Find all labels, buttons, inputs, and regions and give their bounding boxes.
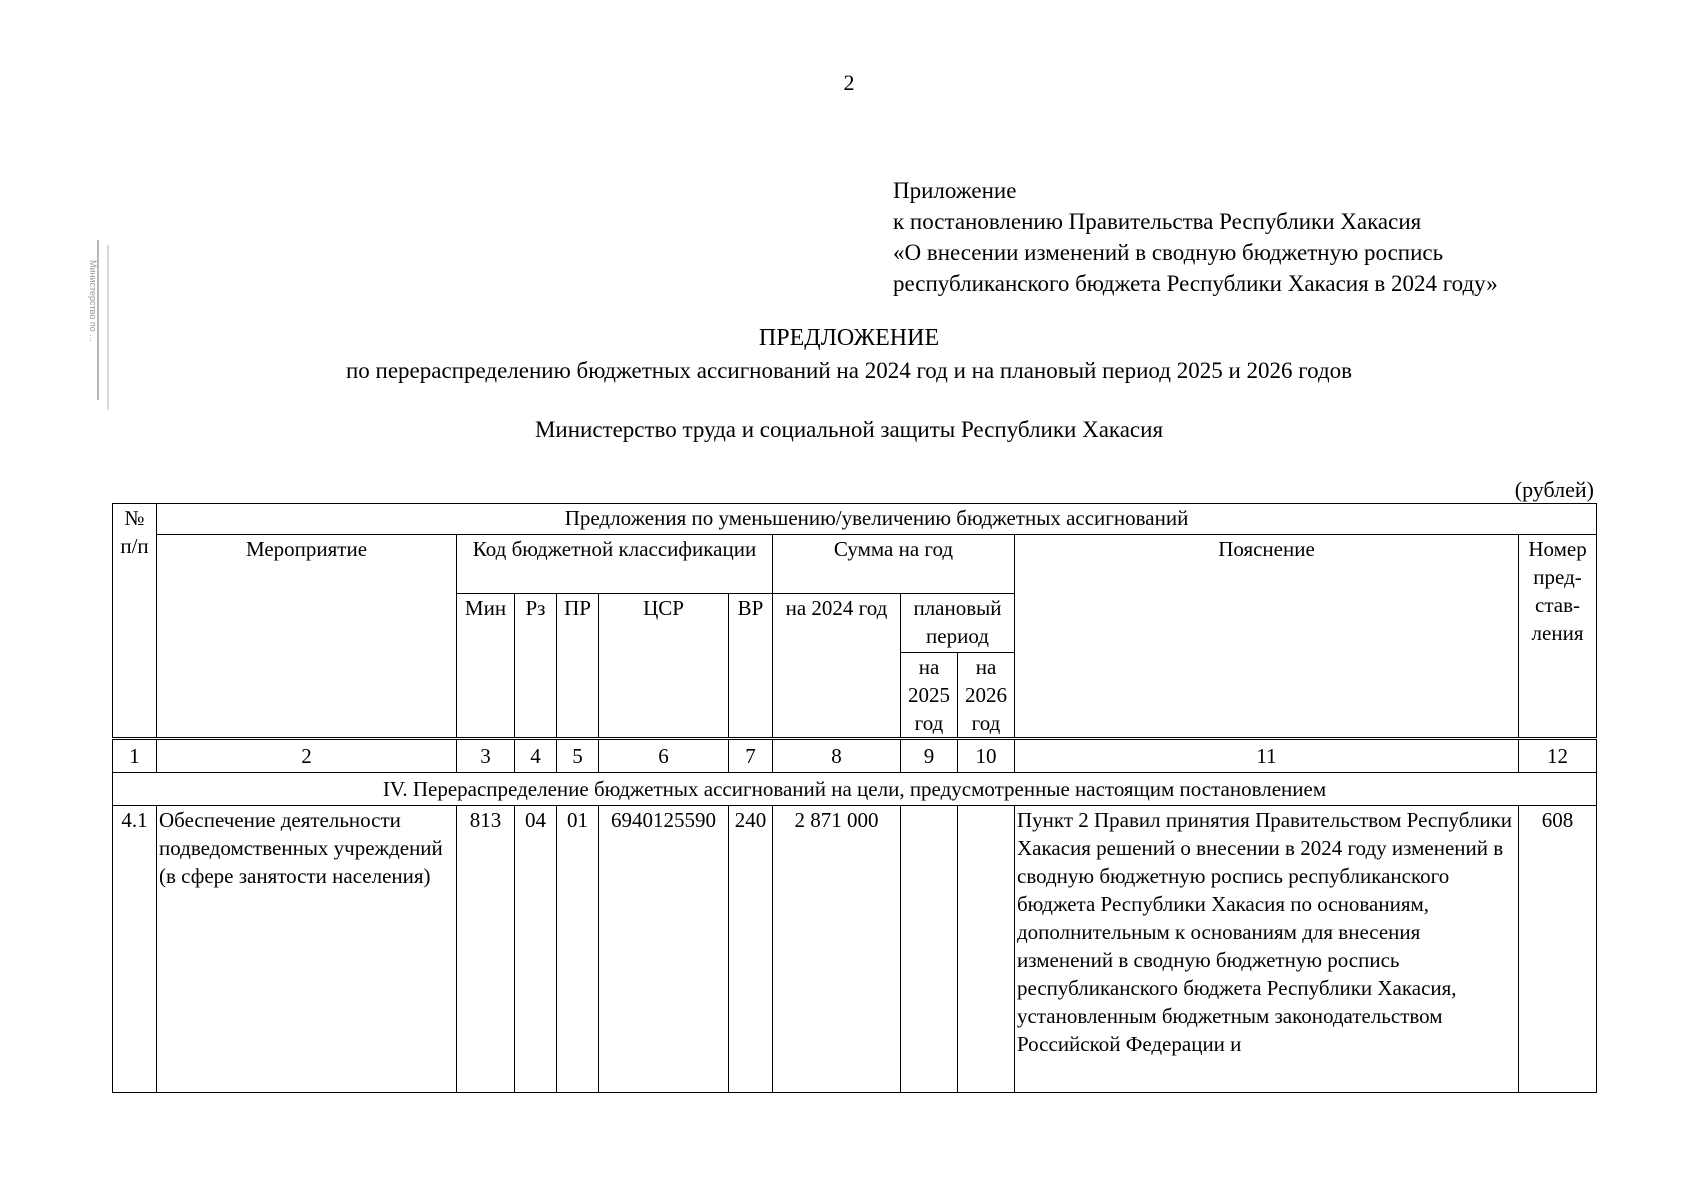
row-2024: 2 871 000 [773, 806, 901, 1093]
header-group: Предложения по уменьшению/увеличению бюджетных ассигнований [157, 504, 1597, 535]
appendix-block [893, 175, 1498, 299]
row-vr: 240 [729, 806, 773, 1093]
header-plan-period: плановый период [901, 594, 1015, 653]
header-csr: ЦСР [599, 594, 729, 739]
header-2024: на 2024 год [773, 594, 901, 739]
appendix-line-1: Приложение [893, 178, 1017, 203]
row-2025 [901, 806, 958, 1093]
col-number: 3 [457, 739, 515, 773]
row-event: Обеспечение деятельности подведомственных учреждений (в сфере занятости населения) [157, 806, 457, 1093]
row-explanation: Пункт 2 Правил принятия Правительством Республики Хакасия решений о внесении в 2024 году изменений в сводную бюджетную роспись республиканского бюджета Республики Хакасия по основаниям, дополнительным к основаниям для внесения изменений в сводную бюджетную роспись республиканского бюджета Республики Хакасия, установленным бюджетным законодательством Российской Федерации и [1015, 806, 1519, 1093]
document-subtitle: по перераспределению бюджетных ассигнований на 2024 год и на плановый период 2025 и 2026 годов [345, 358, 1353, 383]
row-2026 [958, 806, 1015, 1093]
col-number: 5 [557, 739, 599, 773]
page-number: 2 [843, 70, 855, 95]
header-code-group: Код бюджетной классификации [457, 535, 773, 594]
appendix-line-2: к постановлению Правительства Республики Хакасия [893, 209, 1422, 234]
table-row [113, 806, 1597, 1093]
row-pr: 01 [557, 806, 599, 1093]
header-vr: ВР [729, 594, 773, 739]
row-rz: 04 [515, 806, 557, 1093]
document-title: ПРЕДЛОЖЕНИЕ [758, 325, 940, 351]
col-number: 9 [901, 739, 958, 773]
appendix-line-3: «О внесении изменений в сводную бюджетную роспись [893, 240, 1444, 265]
header-min: Мин [457, 594, 515, 739]
header-representation: Номер пред-став-ления [1519, 535, 1597, 739]
header-2026: на 2026 год [958, 653, 1015, 739]
col-number: 4 [515, 739, 557, 773]
appendix-line-4: республиканского бюджета Республики Хакасия в 2024 году» [893, 271, 1498, 296]
row-csr: 6940125590 [599, 806, 729, 1093]
col-number: 1 [113, 739, 157, 773]
col-number: 10 [958, 739, 1015, 773]
stamp-text: Министерство по ... [88, 260, 98, 342]
header-event: Мероприятие [157, 535, 457, 739]
row-min: 813 [457, 806, 515, 1093]
col-number: 6 [599, 739, 729, 773]
budget-table [112, 503, 1597, 1093]
header-rz: Рз [515, 594, 557, 739]
row-representation: 608 [1519, 806, 1597, 1093]
section-heading: IV. Перераспределение бюджетных ассигнований на цели, предусмотренные настоящим постановлением [113, 773, 1597, 806]
ministry-name: Министерство труда и социальной защиты Республики Хакасия [534, 417, 1164, 442]
row-num: 4.1 [113, 806, 157, 1093]
col-number: 7 [729, 739, 773, 773]
units-label: (рублей) [1514, 477, 1594, 502]
col-number: 2 [157, 739, 457, 773]
header-num: № п/п [113, 504, 157, 739]
header-pr: ПР [557, 594, 599, 739]
col-number: 8 [773, 739, 901, 773]
col-number: 11 [1015, 739, 1519, 773]
header-2025: на 2025 год [901, 653, 958, 739]
header-sum-group: Сумма на год [773, 535, 1015, 594]
col-number: 12 [1519, 739, 1597, 773]
header-explanation: Пояснение [1015, 535, 1519, 739]
